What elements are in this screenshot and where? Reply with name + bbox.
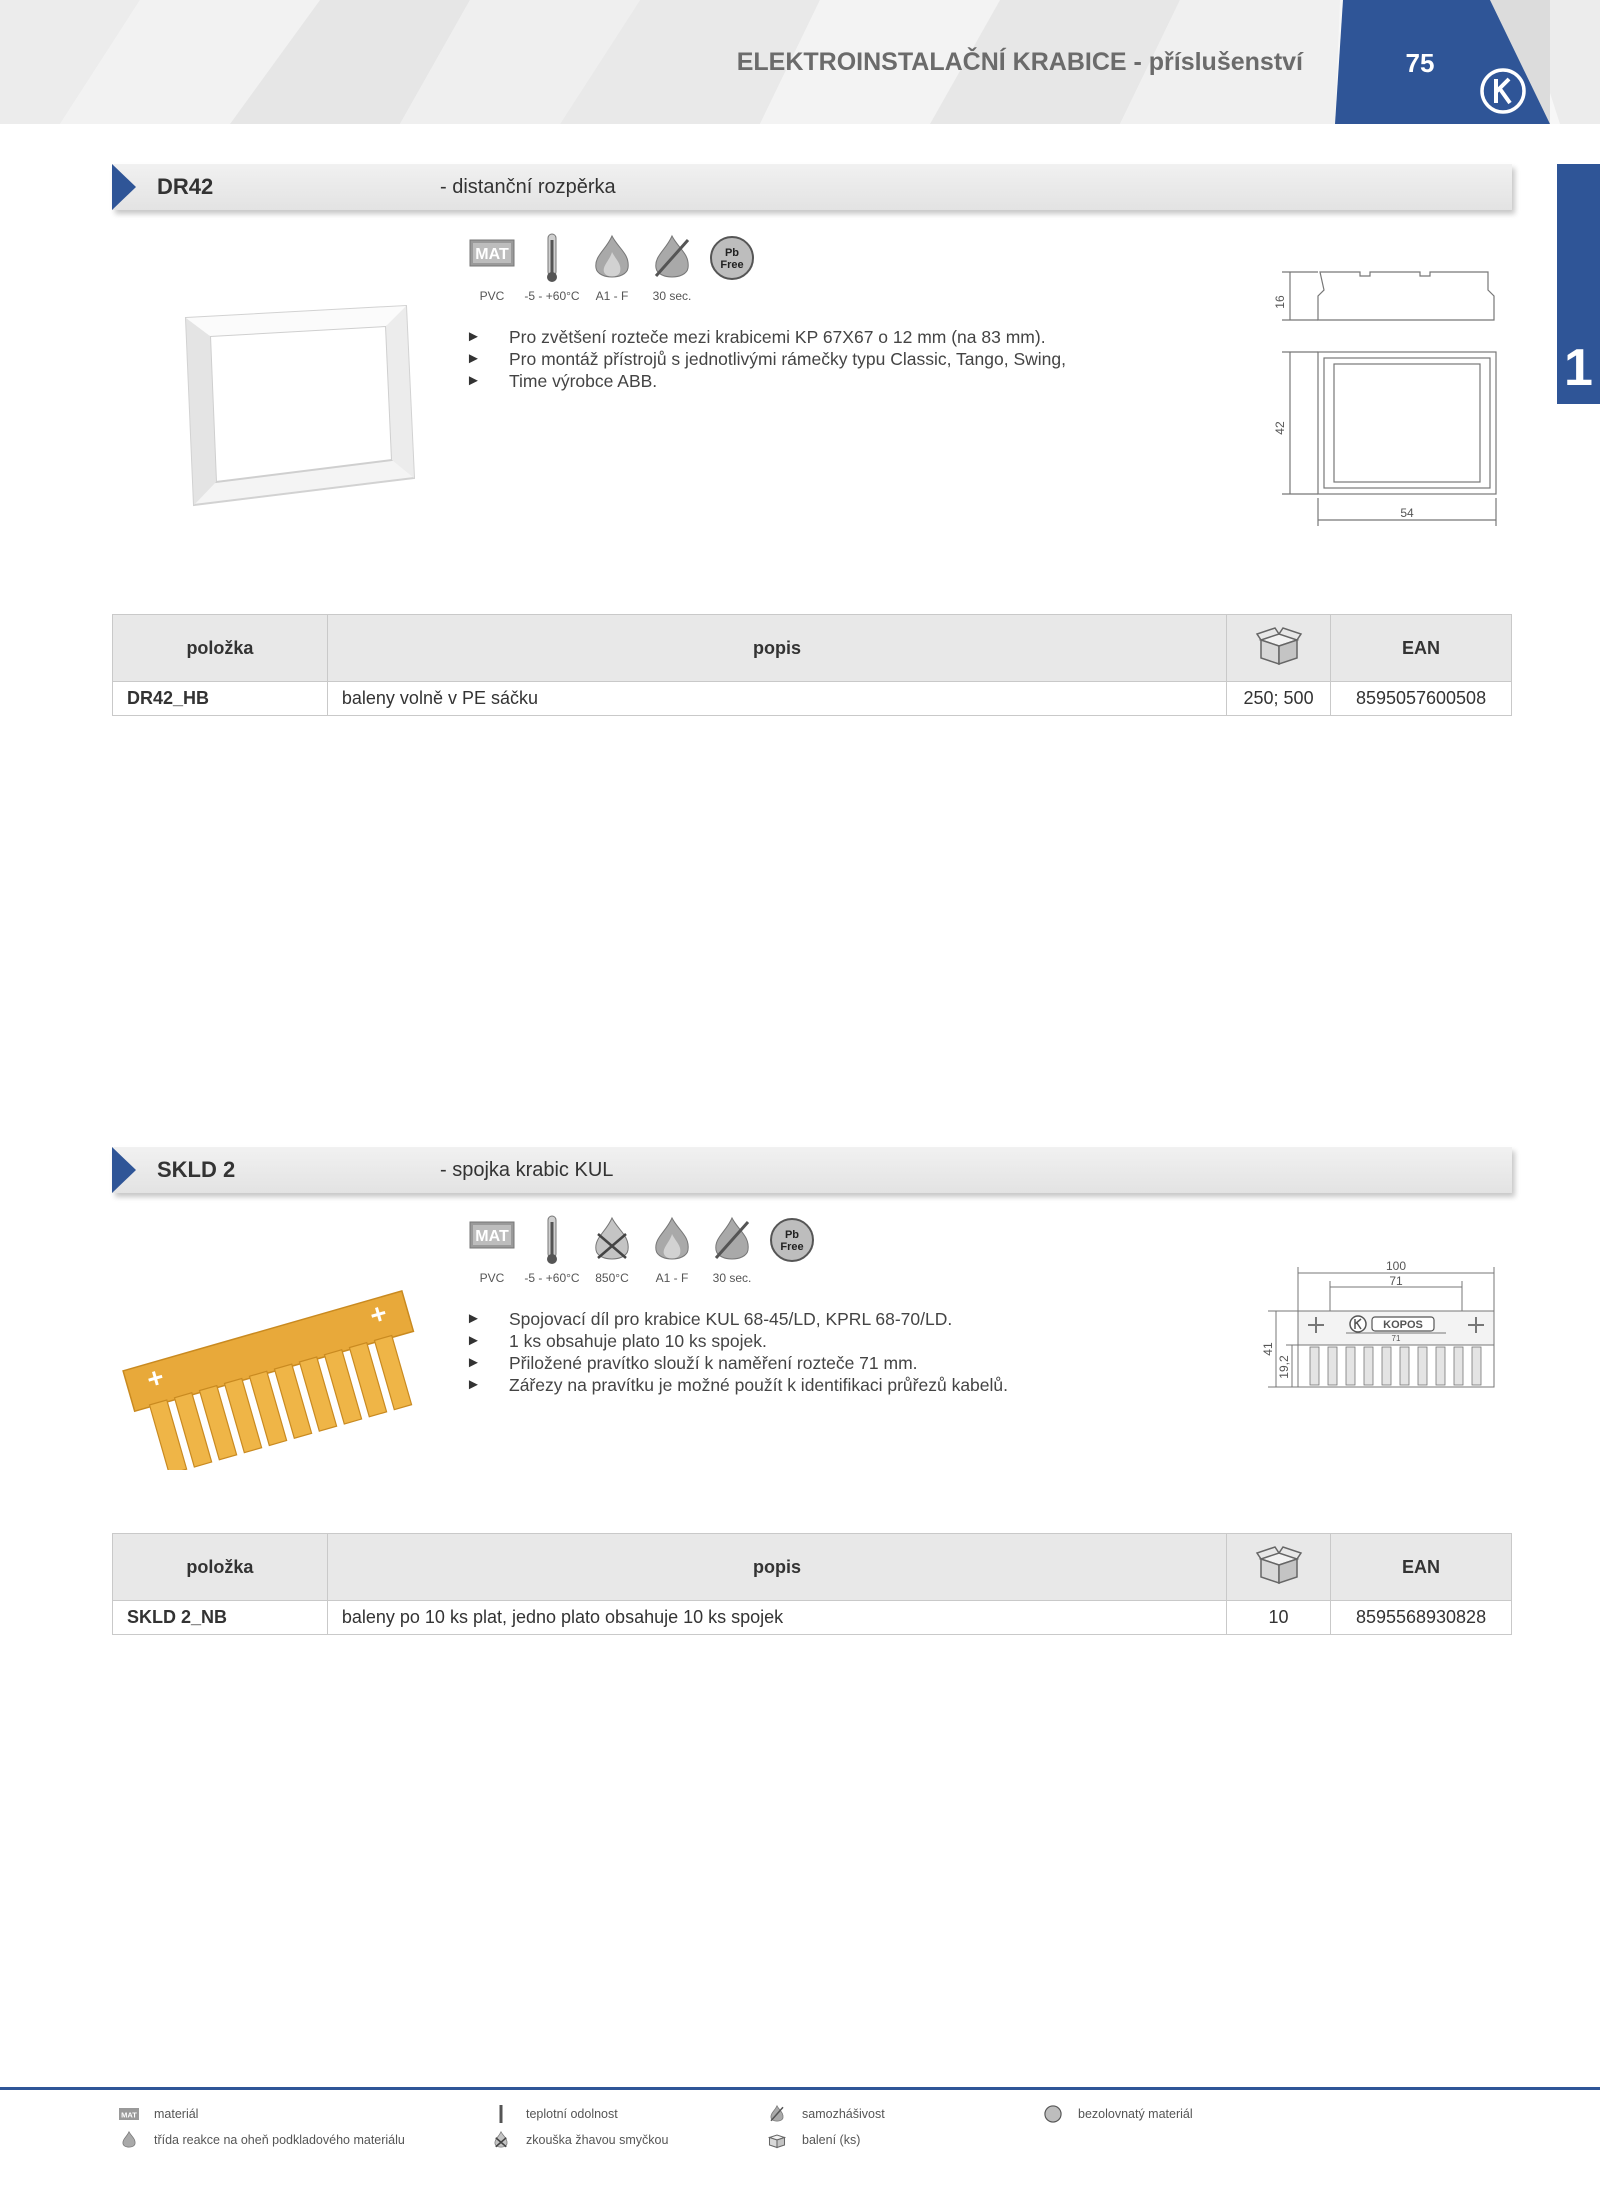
self-extinguishing-icon	[768, 2104, 786, 2124]
legend-glow-wire: zkouška žhavou smyčkou	[488, 2130, 668, 2150]
icon-label: A1 - F	[655, 1271, 689, 1285]
icon-label: 850°C	[595, 1271, 629, 1285]
icon-label: 30 sec.	[712, 1271, 752, 1285]
svg-text:19,2: 19,2	[1277, 1355, 1291, 1379]
svg-text:41: 41	[1261, 1342, 1275, 1356]
product-table-dr42	[112, 614, 1512, 716]
column-header-packing	[1227, 615, 1331, 682]
glow-wire-icon	[582, 1214, 642, 1290]
column-header-ean: EAN	[1331, 615, 1512, 682]
technical-drawing-skld2	[1250, 1255, 1510, 1405]
feature-list-skld2	[466, 1308, 1146, 1396]
svg-text:16: 16	[1273, 295, 1287, 309]
blue-arrow-icon	[112, 164, 136, 210]
ean-cell: 8595568930828	[1331, 1601, 1512, 1635]
page-number: 75	[1405, 48, 1435, 78]
svg-text:MAT: MAT	[475, 246, 509, 263]
list-item: ► Spojovací díl pro krabice KUL 68-45/LD, KPRL 68-70/LD.	[466, 1308, 1146, 1330]
material-icon	[118, 2107, 140, 2121]
icon-label: 30 sec.	[652, 289, 692, 303]
thermometer-icon	[522, 232, 582, 308]
lead-free-icon	[1043, 2104, 1063, 2124]
self-extinguishing-icon	[702, 1214, 762, 1290]
icon-label: -5 - +60°C	[524, 1271, 580, 1285]
product-image-dr42	[180, 300, 420, 510]
packing-cell: 10	[1227, 1601, 1331, 1635]
product-header-skld2	[112, 1147, 1512, 1193]
lead-free-icon	[702, 232, 762, 308]
icon-label: A1 - F	[595, 289, 629, 303]
description-cell: baleny volně v PE sáčku	[327, 682, 1226, 716]
item-code-cell: SKLD 2_NB	[113, 1601, 328, 1635]
property-icons-dr42	[462, 232, 762, 308]
ean-cell: 8595057600508	[1331, 682, 1512, 716]
footer-divider	[0, 2087, 1600, 2090]
legend-temperature: teplotní odolnost	[488, 2104, 618, 2124]
product-code: DR42	[157, 174, 214, 199]
list-item: ► Time výrobce ABB.	[466, 370, 1146, 392]
lead-free-icon	[762, 1214, 822, 1290]
technical-drawing-dr42	[1260, 262, 1510, 532]
legend-lead-free: bezolovnatý materiál	[1040, 2104, 1193, 2124]
table-row	[113, 1601, 1512, 1635]
self-extinguishing-icon	[642, 232, 702, 308]
property-icons-skld2	[462, 1214, 822, 1290]
svg-text:MAT: MAT	[475, 1228, 509, 1245]
feature-list-dr42	[466, 326, 1146, 392]
column-header-item: položka	[113, 1534, 328, 1601]
blue-arrow-icon	[112, 1147, 136, 1193]
column-header-ean: EAN	[1331, 1534, 1512, 1601]
description-cell: baleny po 10 ks plat, jedno plato obsahuje 10 ks spojek	[327, 1601, 1226, 1635]
svg-text:42: 42	[1273, 421, 1287, 435]
fire-class-icon	[642, 1214, 702, 1290]
list-item: ► Pro zvětšení rozteče mezi krabicemi KP 67X67 o 12 mm (na 83 mm).	[466, 326, 1146, 348]
svg-text:Free: Free	[780, 1241, 804, 1253]
svg-text:Pb: Pb	[724, 247, 740, 259]
legend-fire-class: třída reakce na oheň podkladového materiálu	[116, 2130, 405, 2150]
list-item: ► 1 ks obsahuje plato 10 ks spojek.	[466, 1330, 1146, 1352]
box-icon	[767, 2131, 787, 2149]
icon-label: -5 - +60°C	[524, 289, 580, 303]
svg-text:71: 71	[1389, 1274, 1403, 1288]
thermometer-icon	[497, 2104, 505, 2124]
chapter-tab: 1	[1557, 164, 1600, 404]
product-name: - distanční rozpěrka	[440, 176, 616, 198]
product-table-skld2	[112, 1533, 1512, 1635]
legend-material: MAT materiál	[116, 2104, 198, 2124]
list-item: ► Pro montáž přístrojů s jednotlivými rámečky typu Classic, Tango, Swing,	[466, 348, 1146, 370]
box-icon	[1255, 1545, 1303, 1585]
page-header-title: ELEKTROINSTALAČNÍ KRABICE - příslušenství	[736, 48, 1303, 76]
svg-text:Free: Free	[720, 259, 744, 271]
icon-label: PVC	[479, 1271, 505, 1285]
material-icon	[462, 232, 522, 308]
legend-packing: balení (ks)	[764, 2130, 860, 2150]
product-image-skld2	[112, 1280, 432, 1470]
item-code-cell: DR42_HB	[113, 682, 328, 716]
product-name: - spojka krabic KUL	[440, 1159, 614, 1181]
svg-text:54: 54	[1400, 506, 1414, 520]
legend-self-extinguishing: samozhášivost	[764, 2104, 885, 2124]
thermometer-icon	[522, 1214, 582, 1290]
fire-class-icon	[120, 2130, 138, 2150]
box-icon	[1255, 626, 1303, 666]
column-header-description: popis	[327, 1534, 1226, 1601]
glow-wire-icon	[492, 2130, 510, 2150]
svg-text:KOPOS: KOPOS	[1383, 1319, 1423, 1331]
list-item: ► Přiložené pravítko slouží k naměření rozteče 71 mm.	[466, 1352, 1146, 1374]
fire-class-icon	[582, 232, 642, 308]
svg-text:100: 100	[1385, 1259, 1407, 1273]
product-code: SKLD 2	[157, 1157, 236, 1182]
column-header-item: položka	[113, 615, 328, 682]
svg-text:Pb: Pb	[784, 1229, 800, 1241]
list-item: ► Zářezy na pravítku je možné použít k identifikaci průřezů kabelů.	[466, 1374, 1146, 1396]
svg-text:71: 71	[1391, 1334, 1401, 1343]
packing-cell: 250; 500	[1227, 682, 1331, 716]
material-icon	[462, 1214, 522, 1290]
table-row	[113, 682, 1512, 716]
product-header-dr42	[112, 164, 1512, 210]
svg-text:MAT: MAT	[121, 2110, 137, 2120]
icon-label: PVC	[479, 289, 505, 303]
brand-logo-icon	[1478, 66, 1528, 116]
column-header-packing	[1227, 1534, 1331, 1601]
column-header-description: popis	[327, 615, 1226, 682]
